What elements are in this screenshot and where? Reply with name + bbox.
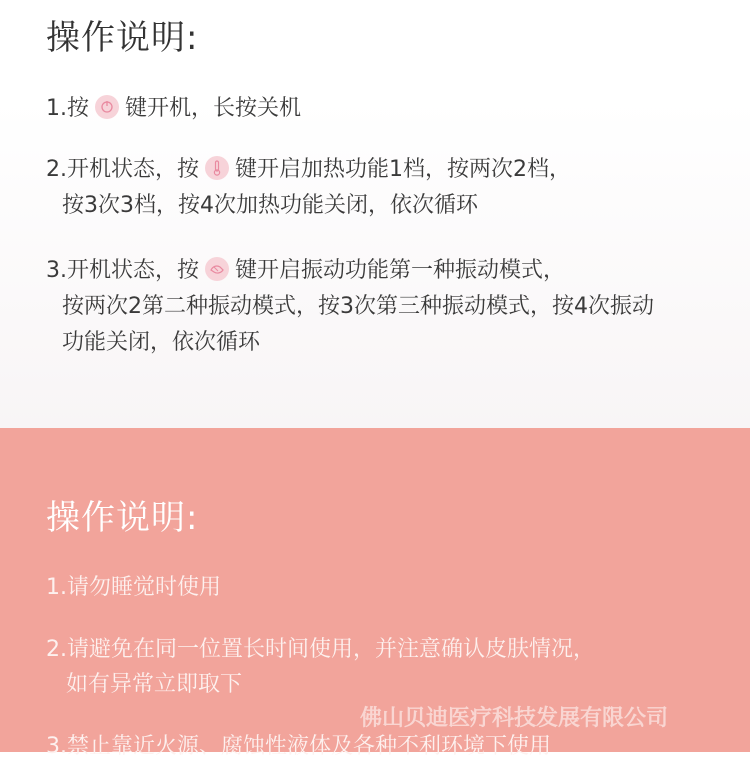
instruction-1-text: 键开机，长按关机: [125, 96, 302, 121]
instruction-2-text: 键开启加热功能1档，按两次2档，: [235, 157, 571, 182]
power-icon: [95, 95, 119, 119]
instruction-1: [46, 94, 301, 124]
section-title: 操作说明:: [46, 498, 199, 538]
section-title: 操作说明:: [46, 18, 199, 58]
instruction-3-line3: 功能关闭，依次循环: [62, 330, 261, 355]
caution-1: 1.请勿睡觉时使用: [46, 575, 221, 600]
hand-icon: [205, 257, 229, 281]
caution-2: 2.请避免在同一位置长时间使用，并注意确认皮肤情况，: [46, 637, 595, 662]
instruction-2: [46, 155, 571, 185]
thermometer-icon: [205, 156, 229, 180]
caution-2-line2: 如有异常立即取下: [66, 672, 243, 697]
instruction-3: [46, 256, 565, 286]
instruction-1-prefix: 1.按: [46, 96, 89, 121]
instruction-2-line2: 按3次3档，按4次加热功能关闭，依次循环: [62, 193, 478, 218]
instruction-3-text: 键开启振动功能第一种振动模式，: [235, 258, 566, 283]
caution-3: 3.禁止靠近火源、腐蚀性液体及各种不利环境下使用: [46, 734, 551, 759]
company-watermark: 佛山贝迪医疗科技发展有限公司: [360, 706, 669, 731]
instruction-3-line2: 按两次2第二种振动模式，按3次第三种振动模式，按4次振动: [62, 294, 654, 319]
instruction-3-prefix: 3.开机状态，按: [46, 258, 199, 283]
cautions-section: [0, 428, 750, 759]
instruction-2-prefix: 2.开机状态，按: [46, 157, 199, 182]
